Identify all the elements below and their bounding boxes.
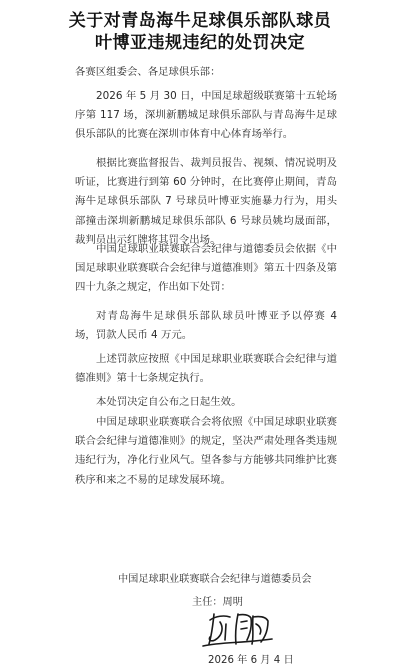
salutation: 各赛区组委会、各足球俱乐部： <box>75 66 221 78</box>
handwritten-signature <box>200 606 276 650</box>
paragraph-effective-date: 本处罚决定自公布之日起生效。 <box>96 396 242 408</box>
paragraph-fine-execution: 上述罚款应按照《中国足球职业联赛联合会纪律与道德准则》第十七条规定执行。 <box>75 353 337 385</box>
paragraph-legal-basis: 中国足球职业联赛联合会纪律与道德委员会依据《中国足球职业联赛联合会纪律与道德准则》第五十四条及第四十九条之规定，作出如下处罚： <box>75 243 337 294</box>
issuing-organization: 中国足球职业联赛联合会纪律与道德委员会 <box>118 574 312 585</box>
document-title-line-1: 关于对青岛海牛足球俱乐部队球员 <box>68 11 332 31</box>
paragraph-closing-statement: 中国足球职业联赛联合会将依照《中国足球职业联赛联合会纪律与道德准则》的规定，坚决严肃处理各类违规违纪行为，净化行业风气。望各参与方能够共同维护比赛秩序和来之不易的足球发展环境。 <box>75 416 337 486</box>
issue-date: 2026 年 6 月 4 日 <box>208 655 294 666</box>
paragraph-match-info: 2026 年 5 月 30 日，中国足球超级联赛第十五轮场序第 117 场，深圳新鹏城足球俱乐部队与青岛海牛足球俱乐部队的比赛在深圳市体育中心体育场举行。 <box>75 90 337 141</box>
chair-line: 主任：周明 <box>192 597 243 608</box>
paragraph-incident: 根据比赛监督报告、裁判员报告、视频、情况说明及听证，比赛进行到第 60 分钟时，在比赛停止期间，青岛海牛足球俱乐部队 7 号球员叶博亚实施暴力行为，用头部撞击深圳新鹏城足球俱乐部队 6 号球员姚均晟面部，裁判员出示红牌将其罚令出场。 <box>75 157 337 246</box>
paragraph-penalty: 对青岛海牛足球俱乐部队球员叶博亚予以停赛 4 场，罚款人民币 4 万元。 <box>75 310 337 342</box>
document-title-line-2: 叶博亚违规违纪的处罚决定 <box>95 33 305 53</box>
